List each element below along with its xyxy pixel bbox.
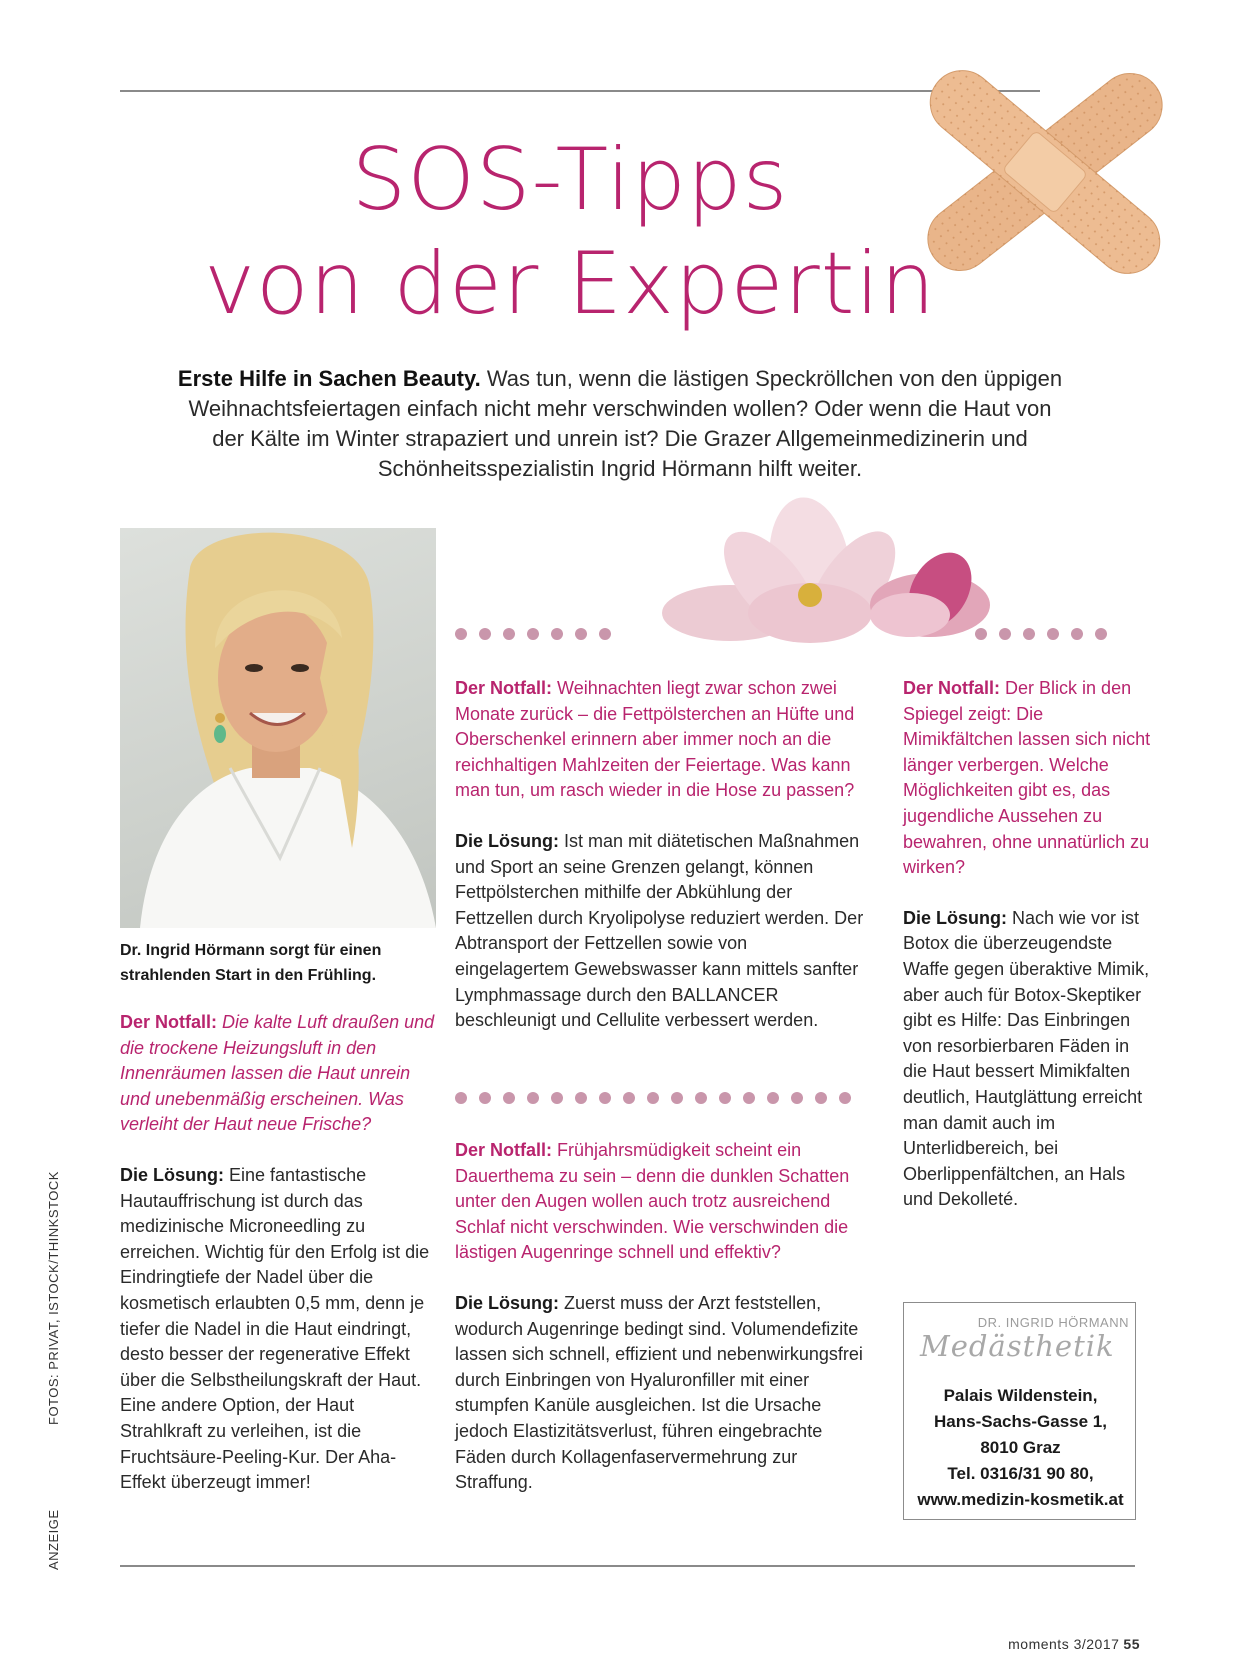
ad-address-line-1: Palais Wildenstein, [943,1386,1098,1405]
magazine-issue: moments 3/2017 [1008,1636,1120,1652]
magnolia-flower-image [620,495,1010,655]
notfall-label: Der Notfall: [455,1140,553,1160]
advertisement-label: ANZEIGE [46,1509,61,1570]
photo-credit: FOTOS: PRIVAT, ISTOCK/THINKSTOCK [46,1171,61,1425]
loesung-text: Eine fantastische Hautauffrischung ist durch das medizinische Microneedling zu erreichen. Wichtig für den Erfolg ist die Eindringtiefe der Nadel über die kosmetisch erlaubten 0,5 mm, denn je tiefer die Nadel in die Haut eindringt, desto besser der regenerative Effekt über die Selbstheilungskraft der Haut. Eine andere Option, der Haut Strahlkraft zu verleihen, ist die Fruchtsäure-Peeling-Kur. Der Aha-Effekt überzeugt immer! [120,1164,430,1493]
dot-divider [975,628,1107,640]
title-line-2: von der Expertin [204,234,936,334]
loesung-label: Die Lösung: [455,830,559,851]
bottom-rule [120,1565,1135,1567]
dot-divider [455,628,611,640]
loesung-label: Die Lösung: [455,1292,559,1313]
title-line-1: SOS-Tipps [351,130,789,230]
notfall-text: Die kalte Luft draußen und die trockene Heizungsluft in den Innenräumen lassen die Haut unrein und unebenmäßig erscheinen. Was verleiht der Haut neue Frische? [120,1012,435,1135]
intro-lead: Erste Hilfe in Sachen Beauty. [177,366,481,391]
caption-line-2: strahlenden Start in den Frühling. [120,967,377,984]
intro-line-1 [120,364,1120,394]
notfall-text: Frühjahrsmüdigkeit scheint ein Dauerthema zu sein – denn die dunklen Schatten unter den Augen wollen auch trotz ausreichend Schlaf nicht verschwinden. Wie verschwinden die lästigen Augenringe schnell und effektiv? [455,1140,850,1263]
notfall-label: Der Notfall: [903,678,1001,698]
notfall-paragraph [455,676,865,804]
page-footer [900,1636,1140,1652]
intro-line-4: Schönheitsspezialistin Ingrid Hörmann hilft weiter. [377,456,863,481]
notfall-text: Der Blick in den Spiegel zeigt: Die Mimikfältchen lassen sich nicht länger verbergen. Welche Möglichkeiten gibt es, das jugendliche Aussehen zu bewahren, ohne unnatürlich zu wirken? [903,678,1151,878]
page-number: 55 [1123,1636,1140,1652]
loesung-label: Die Lösung: [120,1164,224,1185]
intro-paragraph [120,364,1120,484]
ad-address [904,1383,1137,1513]
loesung-text: Ist man mit diätetischen Maßnahmen und Sport an seine Grenzen gelangt, können Fettpölsterchen mithilfe der Abkühlung der Fettzellen durch Kryolipolyse reduziert werden. Der Abtransport der Fettzellen sowie von eingelagertem Gewebswasser kann mittels sanfter Lymphmassage durch den BALLANCER beschleunigt und Cellulite verbessert werden. [455,830,864,1031]
photo-caption [120,938,440,988]
loesung-paragraph [455,1291,865,1496]
dot-divider [455,1092,851,1104]
column-skin-tip [120,1010,435,1521]
page-title [150,128,990,336]
notfall-label: Der Notfall: [455,678,553,698]
column-eye-tip [455,1138,865,1521]
notfall-paragraph [903,676,1153,881]
caption-line-1: Dr. Ingrid Hörmann sorgt für einen [120,942,382,959]
ad-website[interactable]: www.medizin-kosmetik.at [917,1490,1124,1509]
contact-ad-box [903,1302,1136,1520]
loesung-text: Zuerst muss der Arzt feststellen, wodurch Augenringe bedingt sind. Volumendefizite lassen sich schnell, effizient und nebenwirkungsfrei durch Einbringen von Hyaluronfiller mit einer stumpfen Kanüle ausgleichen. Ist die Ursache jedoch Elastizitätsverlust, führen eingebrachte Fäden durch Kollagenfaservermehrung zur Straffung. [455,1292,863,1493]
ad-phone: Tel. 0316/31 90 80, [947,1464,1094,1483]
notfall-text: Weihnachten liegt zwar schon zwei Monate zurück – die Fettpölsterchen an Hüfte und Oberschenkel erinnern aber immer noch an die reichhaltigen Mahlzeiten der Feiertage. Was kann man tun, um rasch wieder in die Hose zu passen? [455,678,855,801]
loesung-label: Die Lösung: [903,907,1007,928]
portrait-illustration [120,528,436,928]
ad-address-line-2: Hans-Sachs-Gasse 1, [934,1412,1107,1431]
notfall-paragraph [455,1138,865,1266]
loesung-paragraph [120,1163,435,1496]
column-wrinkle-tip [903,676,1153,1238]
loesung-text: Nach wie vor ist Botox die überzeugendste Waffe gegen überaktive Mimik, aber auch für Botox-Skeptiker gibt es Hilfe: Das Einbringen von resorbierbaren Fäden in die Haut bessert Mimikfalten deutlich, Hautglättung erreicht man damit auch im Unterlidbereich, bei Oberlippenfältchen, an Hals und Dekolleté. [903,907,1150,1210]
ad-brand-logo: Medästhetik [920,1329,1115,1363]
intro-line-3: der Kälte im Winter strapaziert und unrein ist? Die Grazer Allgemeinmedizinerin und [212,426,1028,451]
column-body-tip [455,676,865,1059]
loesung-paragraph [455,829,865,1034]
notfall-label: Der Notfall: [120,1012,218,1032]
loesung-paragraph [903,906,1153,1213]
ad-address-line-3: 8010 Graz [980,1438,1061,1457]
intro-line-1-rest: Was tun, wenn die lästigen Speckröllchen von den üppigen [480,366,1063,391]
portrait-photo [120,528,436,928]
ad-brand-name: DR. INGRID HÖRMANN [977,1315,1129,1330]
intro-line-2: Weihnachtsfeiertagen einfach nicht mehr verschwinden wollen? Oder wenn die Haut von [188,396,1052,421]
notfall-paragraph [120,1010,435,1138]
